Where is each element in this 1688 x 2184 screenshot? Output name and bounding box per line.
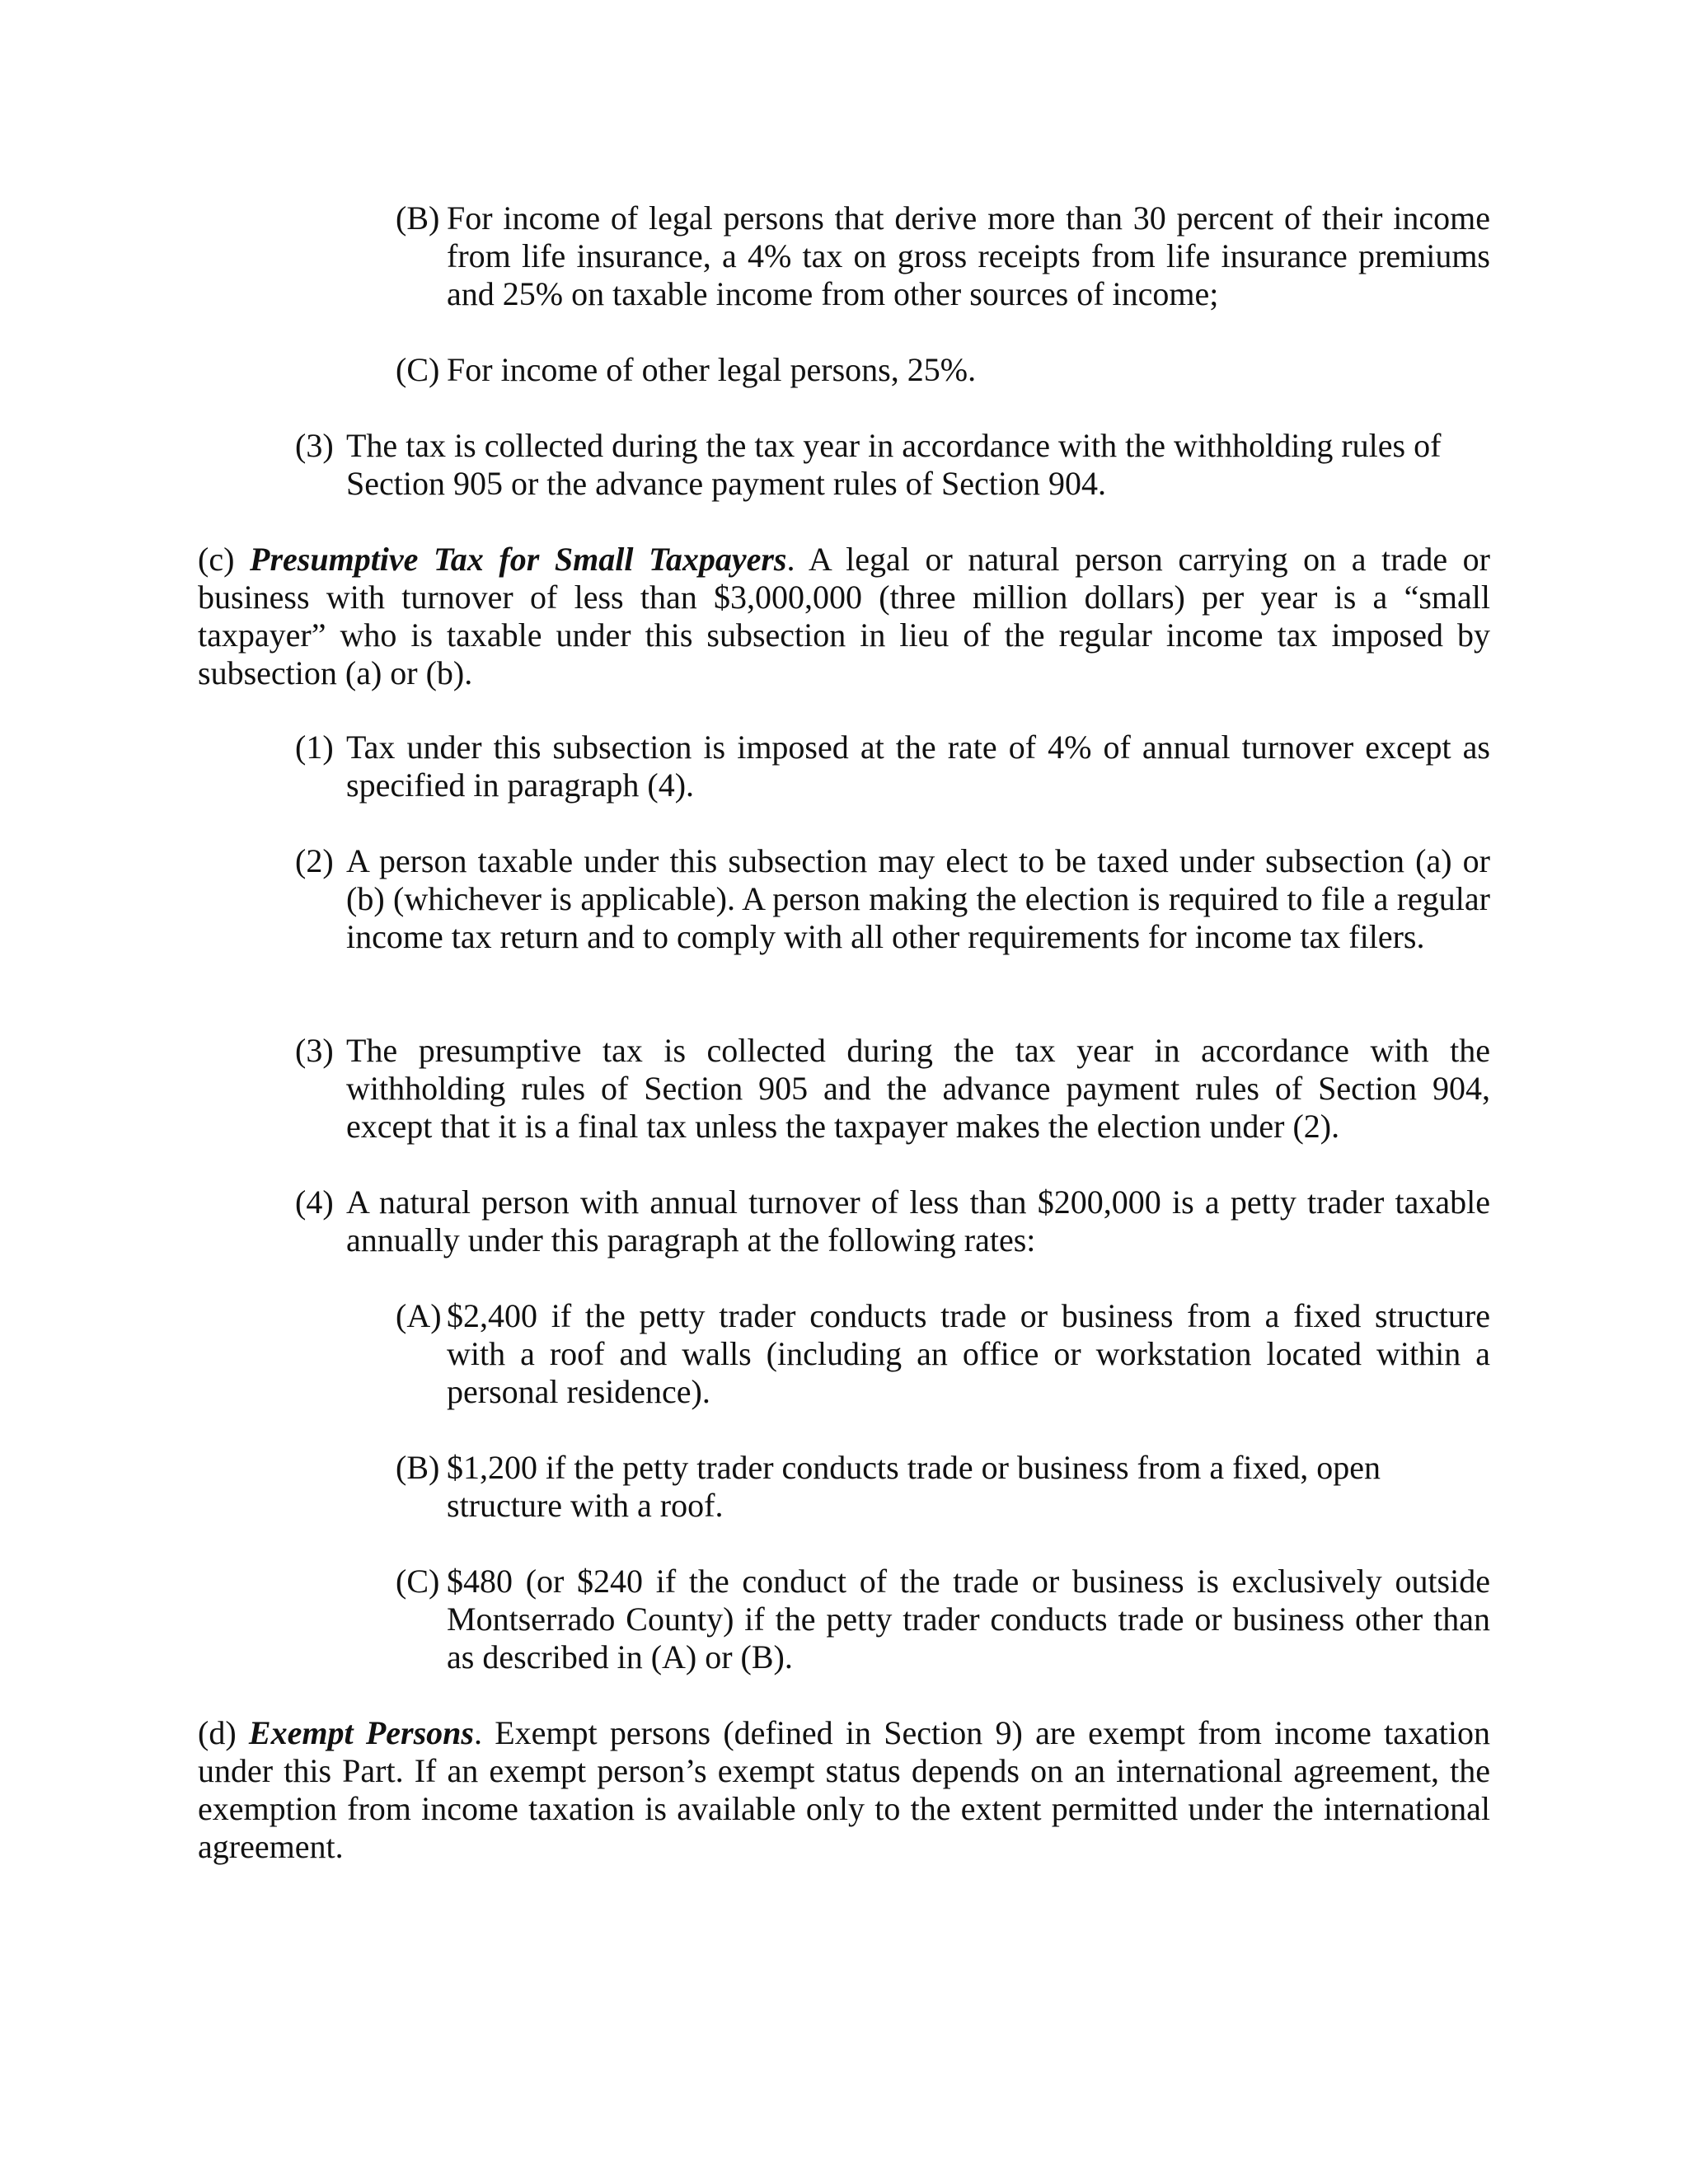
clause-label: (A) xyxy=(396,1297,442,1334)
paragraph-text: The tax is collected during the tax year in accordance with the withholding rules of Section 905 or the advance payment rules of Section 904. xyxy=(346,427,1442,502)
paragraph-text: A person taxable under this subsection may elect to be taxed under subsection (a) or (b) (whichever is applicable). A person making the election is required to file a regular income tax return and to comply with all other requirements for income tax filers. xyxy=(346,842,1490,955)
paragraph-label: (3) xyxy=(295,1032,334,1069)
paragraph-4-petty-trader xyxy=(295,1183,1490,1259)
clause-text: For income of other legal persons, 25%. xyxy=(447,351,977,388)
subsection-heading: Exempt Persons xyxy=(248,1714,474,1751)
subsection-marker: (d) xyxy=(198,1714,237,1751)
paragraph-2-election xyxy=(295,842,1490,956)
clause-b-open-structure xyxy=(396,1449,1490,1525)
paragraph-3-tax-collection xyxy=(295,427,1449,503)
paragraph-text: A natural person with annual turnover of less than $200,000 is a petty trader taxable annually under this paragraph at the following rates: xyxy=(346,1183,1490,1258)
subsection-marker: (c) xyxy=(198,541,235,578)
clause-label: (B) xyxy=(396,1449,440,1486)
subsection-d-exempt-persons xyxy=(198,1714,1490,1866)
clause-text: $1,200 if the petty trader conducts trade or business from a fixed, open structure with a roof. xyxy=(447,1449,1381,1524)
subsection-text: . A legal or natural person carrying on a trade or business with turnover of less than $3,000,000 (three million dollars) per year is a “small taxpayer” who is taxable under this subsection in lieu of the regular income tax imposed by subsection (a) or (b). xyxy=(198,541,1491,691)
clause-label: (B) xyxy=(396,199,440,237)
clause-text: For income of legal persons that derive more than 30 percent of their income from life insurance, a 4% tax on gross receipts from life insurance premiums and 25% on taxable income from other sources of income; xyxy=(447,199,1490,312)
paragraph-1-rate xyxy=(295,729,1490,804)
paragraph-label: (1) xyxy=(295,729,334,766)
subsection-text: . Exempt persons (defined in Section 9) are exempt from income taxation under this Part. If an exempt person’s exempt status depends on an international agreement, the exemption from income taxation is available only to the extent permitted under the international agreement. xyxy=(198,1714,1491,1865)
clause-a-fixed-structure xyxy=(396,1297,1490,1411)
clause-b-life-insurance xyxy=(396,199,1490,313)
subsection-c-presumptive-tax xyxy=(198,541,1490,692)
clause-label: (C) xyxy=(396,351,440,388)
paragraph-label: (4) xyxy=(295,1183,334,1221)
clause-label: (C) xyxy=(396,1563,440,1600)
paragraph-text: The presumptive tax is collected during the tax year in accordance with the withholding rules of Section 905 and the advance payment rules of Section 904, except that it is a final tax unless the taxpayer makes the election under (2). xyxy=(346,1032,1490,1145)
clause-c-other-trade xyxy=(396,1563,1490,1676)
clause-text: $2,400 if the petty trader conducts trade or business from a fixed structure with a roof and walls (including an office or workstation located within a personal residence). xyxy=(447,1297,1490,1410)
subsection-heading: Presumptive Tax for Small Taxpayers xyxy=(250,541,787,578)
clause-text: $480 (or $240 if the conduct of the trade or business is exclusively outside Montserrado County) if the petty trader conducts trade or business other than as described in (A) or (B). xyxy=(447,1563,1490,1675)
paragraph-3-presumptive-collection xyxy=(295,1032,1490,1146)
paragraph-text: Tax under this subsection is imposed at the rate of 4% of annual turnover except as specified in paragraph (4). xyxy=(346,729,1490,804)
paragraph-label: (3) xyxy=(295,427,334,464)
paragraph-label: (2) xyxy=(295,842,334,879)
clause-c-other-legal-persons xyxy=(396,351,1490,389)
